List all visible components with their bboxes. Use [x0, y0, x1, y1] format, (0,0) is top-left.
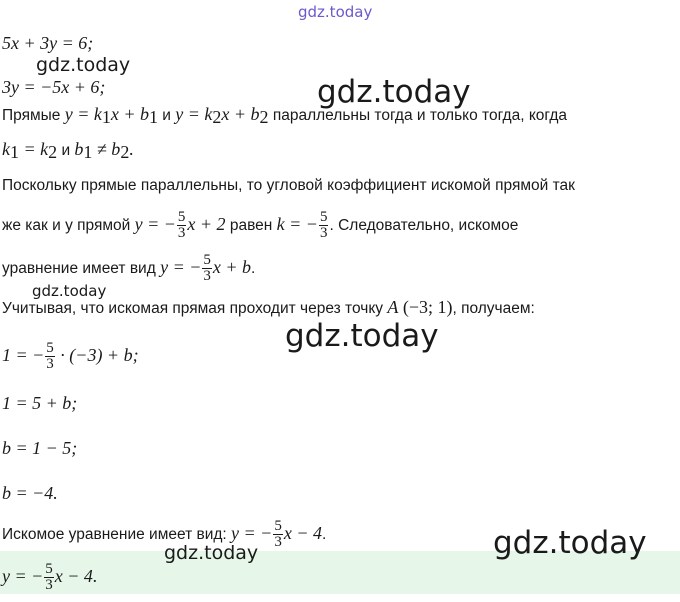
equation-line: 5x + 3y = 6;	[2, 33, 94, 53]
fraction: $\frac{5}{3}$	[274, 518, 282, 551]
equation-line: 3y = −5x + 6;	[2, 77, 106, 97]
fraction: $\frac{5}{3}$	[203, 252, 211, 285]
watermark: gdz.today	[36, 54, 131, 76]
watermark: gdz.today	[164, 542, 259, 564]
watermark: gdz.today	[493, 525, 647, 561]
text-line: Прямые $y = k_1x + b_1$ и $y = k_2x + b_2$ параллельны тогда и только тогда, когда	[2, 104, 568, 127]
watermark: gdz.today	[317, 74, 471, 110]
fraction: $\frac{5}{3}$	[45, 561, 53, 594]
watermark-top: gdz.today	[298, 3, 373, 21]
equation-line: b = −4.	[2, 483, 58, 503]
text-line: же как и у прямой y = − $\frac{5}{3}$ x + 2 равен k = − $\frac{5}{3}$ . Следовательно, искомое	[2, 209, 519, 242]
watermark: gdz.today	[285, 318, 439, 354]
text-line: уравнение имеет вид y = − $\frac{5}{3}$ x + b.	[2, 252, 256, 285]
watermark: gdz.today	[32, 282, 107, 300]
text-line: Учитывая, что искомая прямая проходит через точку A (−3; 1), получаем:	[2, 297, 535, 317]
fraction: $\frac{5}{3}$	[319, 209, 328, 242]
answer-line: y = − $\frac{5}{3}$ x − 4.	[2, 561, 98, 594]
equation-line: 1 = 5 + b;	[2, 393, 78, 413]
equation-line: 1 = − $\frac{5}{3}$ · (−3) + b;	[2, 340, 139, 373]
text-line: Поскольку прямые параллельны, то угловой коэффициент искомой прямой так	[2, 177, 575, 194]
fraction: $\frac{5}{3}$	[177, 209, 186, 242]
text-line: $k_1 = k_2$ и $b_1 \ne b_2$.	[2, 139, 134, 162]
text-line: Искомое уравнение имеет вид: y = − $\frac{5}{3}$ x − 4.	[2, 518, 327, 551]
equation-line: b = 1 − 5;	[2, 438, 78, 458]
fraction: $\frac{5}{3}$	[46, 340, 54, 373]
